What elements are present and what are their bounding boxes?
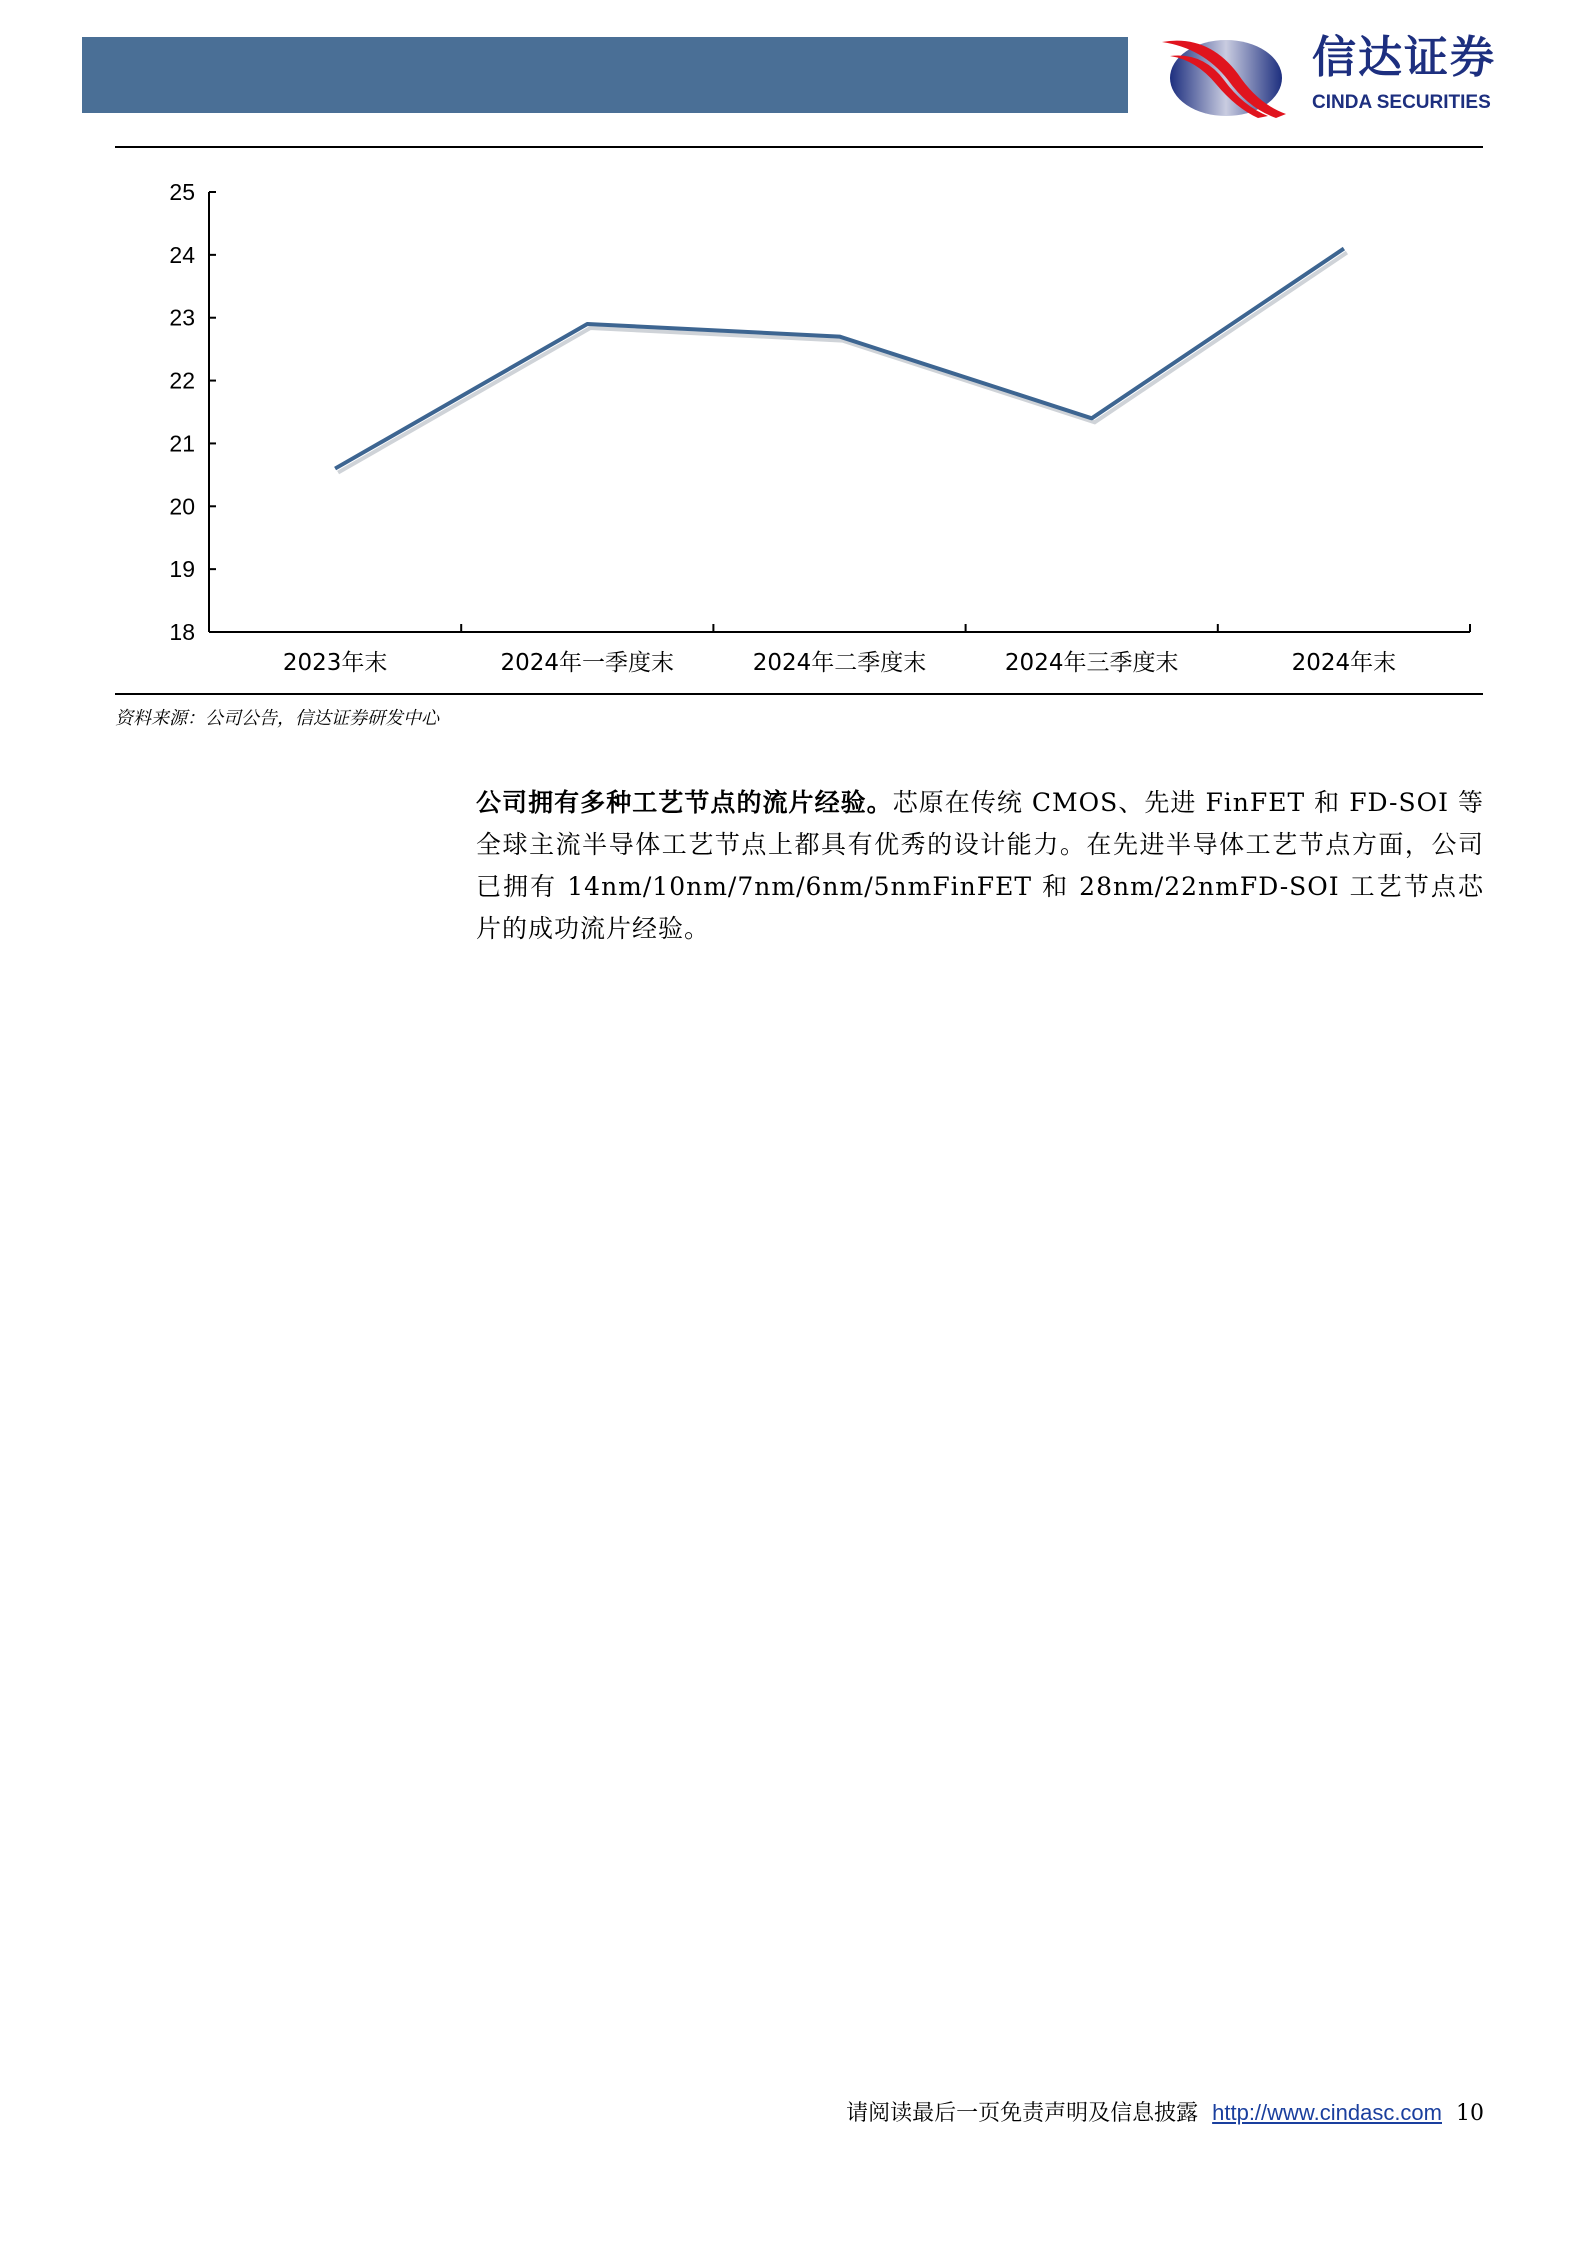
y-tick-label: 23 [169,304,195,331]
paragraph-lead: 公司拥有多种工艺节点的流片经验。 [476,788,893,817]
y-tick-label: 19 [169,556,195,583]
header-bar [82,37,1128,113]
y-tick-label: 24 [169,241,195,268]
brand-name-cn: 信达证券 [1312,32,1496,83]
logo-icon [1158,34,1288,120]
series-line-shadow [338,253,1347,473]
paragraph-text: 芯原在传统 CMOS、先进 FinFET 和 FD-SOI 等全球主流半导体工艺节点上都具有优秀的设计能力。在先进半导体工艺节点方面，公司已拥有 14nm/10nm/7nm/6nm/5nmFinFET 和 28nm/22nmFD-SOI 工艺节点芯片的成功流片经验。 [476,788,1484,943]
page-footer [846,2096,1484,2127]
top-rule [115,146,1483,148]
footer-disclaimer: 请阅读最后一页免责声明及信息披露 [846,2101,1199,2126]
chart-bottom-rule [115,693,1483,695]
x-tick-label: 2024年三季度末 [1004,650,1179,676]
website-link[interactable]: http://www.cindasc.com [1212,2100,1442,2125]
page-number: 10 [1456,2101,1484,2126]
x-tick-label: 2023年末 [282,650,388,676]
body-paragraph [476,782,1484,950]
brand-logo [1158,34,1578,120]
brand-name-en: CINDA SECURITIES [1312,92,1491,113]
x-tick-label: 2024年末 [1291,650,1397,676]
x-tick-label: 2024年一季度末 [500,650,675,676]
chart-source: 资料来源：公司公告，信达证券研发中心 [115,708,439,729]
line-chart [115,160,1483,690]
y-tick-label: 18 [169,619,195,645]
y-tick-label: 22 [169,367,195,394]
y-tick-label: 21 [169,430,195,457]
y-tick-label: 20 [169,493,195,520]
y-tick-label: 25 [169,179,195,205]
x-tick-label: 2024年二季度末 [752,650,927,676]
